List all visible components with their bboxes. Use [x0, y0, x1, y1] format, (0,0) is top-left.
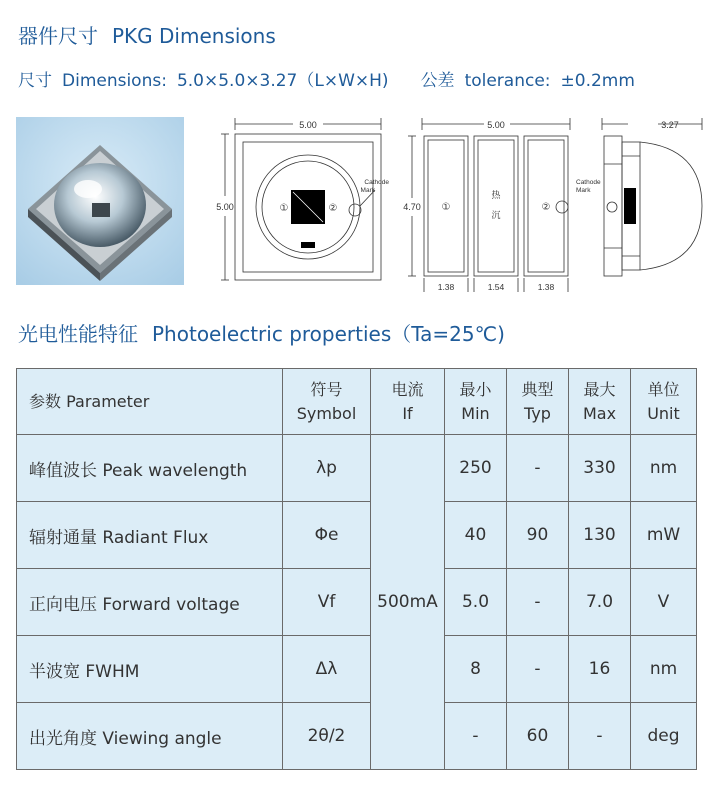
side-cathode-label-2: Mark [576, 187, 591, 194]
cathode-mark-label: Cathode [364, 179, 389, 186]
thermal-label-2: 沉 [491, 211, 501, 221]
table-row [17, 569, 697, 636]
photoelectric-table [16, 368, 697, 770]
pad-width-1: 1.38 [437, 282, 455, 292]
header-current: 电流 If [371, 369, 445, 435]
min-cell: - [445, 703, 507, 770]
max-cell: 7.0 [569, 569, 631, 636]
table-row [17, 636, 697, 703]
pad2-label: ② [328, 203, 338, 214]
param-cell: 出光角度 Viewing angle [17, 703, 283, 770]
typ-cell: - [507, 569, 569, 636]
pad1-label: ① [279, 203, 289, 214]
unit-cell: deg [631, 703, 697, 770]
header-unit: 单位 Unit [631, 369, 697, 435]
max-cell: 130 [569, 502, 631, 569]
symbol-cell: 2θ/2 [283, 703, 371, 770]
symbol-cell: Φe [283, 502, 371, 569]
header-parameter: 参数 Parameter [17, 369, 283, 435]
bottom-pad1-label: ① [441, 202, 451, 213]
unit-cell: mW [631, 502, 697, 569]
title-en: PKG Dimensions [112, 24, 276, 48]
min-cell: 5.0 [445, 569, 507, 636]
header-min: 最小 Min [445, 369, 507, 435]
min-cell: 250 [445, 435, 507, 502]
bottom-width-label: 5.00 [487, 120, 505, 130]
dims-label-cn: 尺寸 [18, 71, 52, 91]
side-cathode-label: Cathode [576, 179, 601, 186]
typ-cell: - [507, 636, 569, 703]
dims-label-en: Dimensions: [62, 71, 167, 91]
dims-value: 5.0×5.0×3.27（L×W×H) [176, 71, 389, 91]
max-cell: - [569, 703, 631, 770]
param-cell: 辐射通量 Radiant Flux [17, 502, 283, 569]
photoelectric-title [18, 318, 505, 347]
side-view-drawing [572, 112, 712, 294]
header-typ: 典型 Typ [507, 369, 569, 435]
unit-cell: nm [631, 636, 697, 703]
pad-width-2: 1.54 [487, 282, 505, 292]
current-cell: 500mA [371, 435, 445, 770]
typ-cell: 90 [507, 502, 569, 569]
table-row [17, 502, 697, 569]
param-cell: 峰值波长 Peak wavelength [17, 435, 283, 502]
product-photo [16, 117, 184, 285]
param-cell: 正向电压 Forward voltage [17, 569, 283, 636]
max-cell: 330 [569, 435, 631, 502]
cathode-mark-label-2: Mark [360, 187, 375, 194]
top-view-drawing [213, 112, 393, 294]
table-row [17, 435, 697, 502]
pkg-dimensions-title [18, 20, 276, 49]
max-cell: 16 [569, 636, 631, 703]
side-height-label: 3.27 [661, 120, 679, 130]
tol-label-cn: 公差 [420, 71, 455, 91]
bottom-height-label: 4.70 [403, 202, 421, 212]
tol-label-en: tolerance: [464, 71, 551, 91]
header-max: 最大 Max [569, 369, 631, 435]
bottom-view-drawing [398, 112, 580, 294]
top-width-label: 5.00 [299, 120, 317, 130]
section2-title-cn: 光电性能特征 [18, 322, 138, 346]
typ-cell: - [507, 435, 569, 502]
symbol-cell: Vf [283, 569, 371, 636]
tol-value: ±0.2mm [560, 71, 635, 91]
bottom-pad2-label: ② [541, 202, 551, 213]
table-row [17, 703, 697, 770]
symbol-cell: Δλ [283, 636, 371, 703]
param-cell: 半波宽 FWHM [17, 636, 283, 703]
symbol-cell: λp [283, 435, 371, 502]
unit-cell: nm [631, 435, 697, 502]
min-cell: 40 [445, 502, 507, 569]
header-symbol: 符号 Symbol [283, 369, 371, 435]
unit-cell: V [631, 569, 697, 636]
thermal-label-1: 热 [491, 191, 501, 201]
pad-width-3: 1.38 [537, 282, 555, 292]
table-header-row [17, 369, 697, 435]
typ-cell: 60 [507, 703, 569, 770]
min-cell: 8 [445, 636, 507, 703]
top-height-label: 5.00 [216, 202, 234, 212]
dimensions-line [18, 66, 645, 91]
title-cn: 器件尺寸 [18, 24, 98, 48]
section2-title-en: Photoelectric properties（Ta=25℃) [152, 322, 505, 346]
